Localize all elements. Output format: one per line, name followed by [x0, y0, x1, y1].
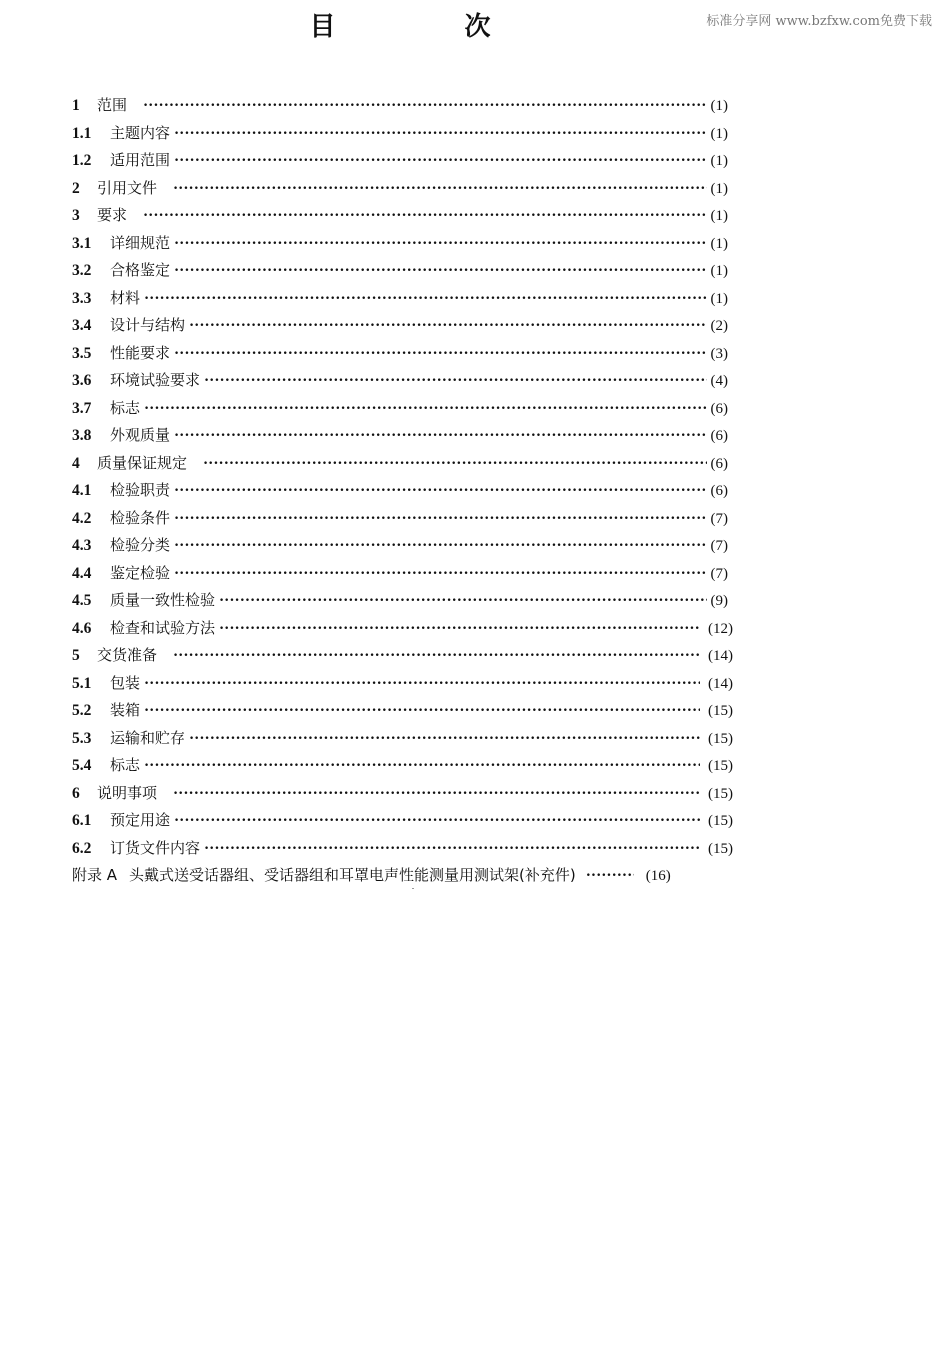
toc-entry-page: (15)	[708, 703, 733, 719]
toc-entry-title: 材料	[110, 288, 141, 307]
toc-entry-page: (14)	[708, 648, 733, 664]
toc-entry-number: 4.6	[72, 619, 92, 637]
toc-entry[interactable]	[72, 560, 728, 588]
toc-entry-page: (15)	[708, 785, 733, 802]
toc-leader-dots	[144, 670, 700, 698]
toc-entry[interactable]	[72, 725, 733, 753]
toc-leader-dots	[204, 367, 707, 395]
toc-entry-page: (1)	[710, 180, 728, 197]
toc-entry-page: (12)	[708, 620, 733, 637]
toc-leader-dots	[143, 202, 707, 230]
toc-entry-page: (7)	[710, 510, 728, 527]
toc-entry-page: (1)	[710, 125, 728, 142]
toc-entry[interactable]	[72, 367, 728, 395]
toc-entry-title: 要求	[97, 206, 128, 224]
toc-entry-number: 3.3	[72, 289, 92, 307]
toc-leader-dots	[174, 532, 707, 560]
toc-leader-dots	[144, 752, 700, 780]
toc-entry-number: 4.2	[72, 509, 92, 527]
toc-entry-page: (6)	[710, 428, 728, 444]
toc-entry-page: (15)	[708, 758, 733, 774]
toc-entry[interactable]	[72, 230, 728, 258]
toc-leader-dots	[173, 175, 707, 203]
appendix-prefix: 附录 A	[72, 866, 118, 884]
toc-entry-title: 质量保证规定	[97, 453, 188, 472]
toc-entry[interactable]	[72, 312, 728, 340]
toc-leader-dots	[586, 862, 634, 890]
toc-entry[interactable]	[72, 450, 728, 478]
toc-entry-number: 3.1	[72, 234, 92, 252]
toc-entry-number: 1.1	[72, 124, 92, 142]
toc-entry-title: 检验条件	[110, 508, 171, 527]
toc-entry-number: 3.8	[72, 427, 92, 444]
appendix-title: 头戴式送受话器组、受话器组和耳罩电声性能测量用测试架(补充件)	[129, 866, 576, 884]
toc-entry[interactable]	[72, 780, 733, 808]
toc-entry-number: 5	[72, 647, 80, 664]
toc-entry-title: 说明事项	[97, 783, 158, 802]
toc-entry-page: (1)	[710, 235, 728, 252]
toc-entry-title: 性能要求	[110, 343, 171, 362]
toc-leader-dots	[144, 697, 700, 725]
toc-entry-page: (15)	[708, 813, 733, 829]
toc-entry-number: 1	[72, 97, 80, 114]
toc-leader-dots	[173, 780, 700, 808]
toc-entry[interactable]	[72, 422, 728, 450]
toc-entry-title: 外观质量	[110, 426, 171, 444]
toc-entry[interactable]	[72, 120, 728, 148]
toc-entry[interactable]	[72, 807, 733, 835]
toc-entry-number: 3	[72, 207, 80, 224]
toc-entry-page: (1)	[710, 208, 728, 224]
toc-leader-dots	[204, 835, 700, 863]
toc-entry[interactable]	[72, 532, 728, 560]
toc-entry-title: 运输和贮存	[110, 728, 186, 747]
toc-entry-number: 3.7	[72, 399, 92, 417]
toc-entry-title: 标志	[110, 398, 141, 417]
toc-entry-page: (15)	[708, 840, 733, 857]
toc-entry[interactable]	[72, 202, 728, 230]
page-title: 目 次	[309, 12, 551, 42]
toc-leader-dots	[174, 147, 707, 175]
toc-entry-title: 检验分类	[110, 536, 171, 554]
toc-leader-dots	[174, 477, 707, 505]
toc-entry-page: (2)	[710, 318, 728, 334]
toc-entry-number: 5.2	[72, 702, 92, 719]
toc-leader-dots	[203, 450, 707, 478]
toc-entry-number: 3.6	[72, 372, 92, 389]
toc-entry-page: (14)	[708, 675, 733, 692]
toc-entry[interactable]	[72, 340, 728, 368]
toc-entry-page: (3)	[710, 345, 728, 362]
toc-leader-dots	[219, 587, 707, 615]
toc-entry-title: 引用文件	[97, 178, 158, 197]
toc-entry-title: 检验职责	[110, 481, 171, 499]
table-of-contents	[72, 92, 733, 890]
toc-entry-number: 1.2	[72, 152, 92, 169]
toc-entry-page: (1)	[710, 263, 728, 279]
toc-entry-number: 3.4	[72, 317, 92, 334]
toc-leader-dots	[174, 340, 707, 368]
toc-entry-title: 范围	[97, 96, 128, 114]
toc-leader-dots	[174, 807, 700, 835]
toc-entry[interactable]	[72, 395, 728, 423]
toc-entry-number: 4.3	[72, 537, 92, 554]
toc-entry-number: 5.3	[72, 729, 92, 747]
toc-entry[interactable]	[72, 587, 728, 615]
toc-entry-page: (6)	[710, 483, 728, 499]
toc-entry-number: 2	[72, 179, 80, 197]
toc-entry-number: 4.4	[72, 564, 92, 582]
toc-entry-title: 合格鉴定	[110, 261, 171, 279]
toc-leader-dots	[144, 285, 707, 313]
toc-entry-title: 适用范围	[110, 151, 171, 169]
toc-entry-page: (9)	[710, 593, 728, 609]
toc-entry-title: 订货文件内容	[110, 838, 201, 857]
toc-leader-dots	[174, 120, 707, 148]
toc-entry-title: 标志	[110, 756, 141, 774]
toc-leader-dots	[174, 560, 707, 588]
toc-entry-number: 4	[72, 454, 80, 472]
toc-entry-page: (1)	[710, 98, 728, 114]
toc-entry-page: (6)	[710, 455, 728, 472]
toc-entry[interactable]	[72, 642, 733, 670]
toc-entry-title: 质量一致性检验	[110, 591, 216, 609]
toc-entry-page: (15)	[708, 730, 733, 747]
toc-entry-number: 4.1	[72, 482, 92, 499]
toc-entry[interactable]	[72, 257, 728, 285]
toc-entry-number: 5.1	[72, 674, 92, 692]
toc-entry[interactable]	[72, 477, 728, 505]
toc-entry-title: 装箱	[110, 701, 141, 719]
toc-leader-dots	[144, 395, 707, 423]
toc-entry-number: 6	[72, 784, 80, 802]
toc-entry[interactable]	[72, 285, 728, 313]
toc-entry-number: 6.1	[72, 812, 92, 829]
watermark: 标准分享网 www.bzfxw.com免费下载	[706, 14, 932, 29]
toc-entry-page: (1)	[710, 290, 728, 307]
toc-entry-title: 设计与结构	[110, 316, 186, 334]
toc-entry-number: 5.4	[72, 757, 92, 774]
toc-entry-page: (4)	[710, 373, 728, 389]
toc-entry-title: 环境试验要求	[110, 371, 201, 389]
toc-leader-dots	[174, 257, 707, 285]
toc-entry-title: 详细规范	[110, 233, 171, 252]
toc-entry[interactable]	[72, 835, 733, 863]
toc-entry-title: 交货准备	[97, 646, 158, 664]
toc-entry[interactable]	[72, 752, 733, 780]
scan-speck	[412, 888, 414, 889]
toc-entry-title: 检查和试验方法	[110, 618, 216, 637]
toc-entry[interactable]	[72, 697, 733, 725]
toc-entry-title: 预定用途	[110, 811, 171, 829]
toc-entry[interactable]	[72, 670, 733, 698]
toc-entry-title: 主题内容	[110, 123, 171, 142]
toc-entry-title: 鉴定检验	[110, 563, 171, 582]
toc-leader-dots	[219, 615, 700, 643]
toc-entry-number: 4.5	[72, 592, 92, 609]
toc-entry-number: 3.5	[72, 344, 92, 362]
toc-entry-page: (1)	[710, 153, 728, 169]
toc-entry-number: 6.2	[72, 839, 92, 857]
toc-entry[interactable]	[72, 147, 728, 175]
toc-entry-page: (6)	[710, 400, 728, 417]
toc-appendix-entry[interactable]	[72, 862, 728, 890]
toc-leader-dots	[143, 92, 707, 120]
toc-entry[interactable]	[72, 92, 728, 120]
toc-entry-page: (7)	[710, 538, 728, 554]
toc-entry[interactable]	[72, 505, 728, 533]
toc-entry[interactable]	[72, 615, 733, 643]
toc-leader-dots	[174, 422, 707, 450]
toc-entry[interactable]	[72, 175, 728, 203]
toc-leader-dots	[174, 230, 707, 258]
toc-leader-dots	[189, 725, 700, 753]
toc-entry-title: 包装	[110, 673, 141, 692]
toc-leader-dots	[174, 505, 707, 533]
toc-entry-number: 3.2	[72, 262, 92, 279]
toc-leader-dots	[189, 312, 707, 340]
toc-leader-dots	[173, 642, 700, 670]
toc-entry-page: (7)	[710, 565, 728, 582]
appendix-page: (16)	[645, 868, 671, 884]
